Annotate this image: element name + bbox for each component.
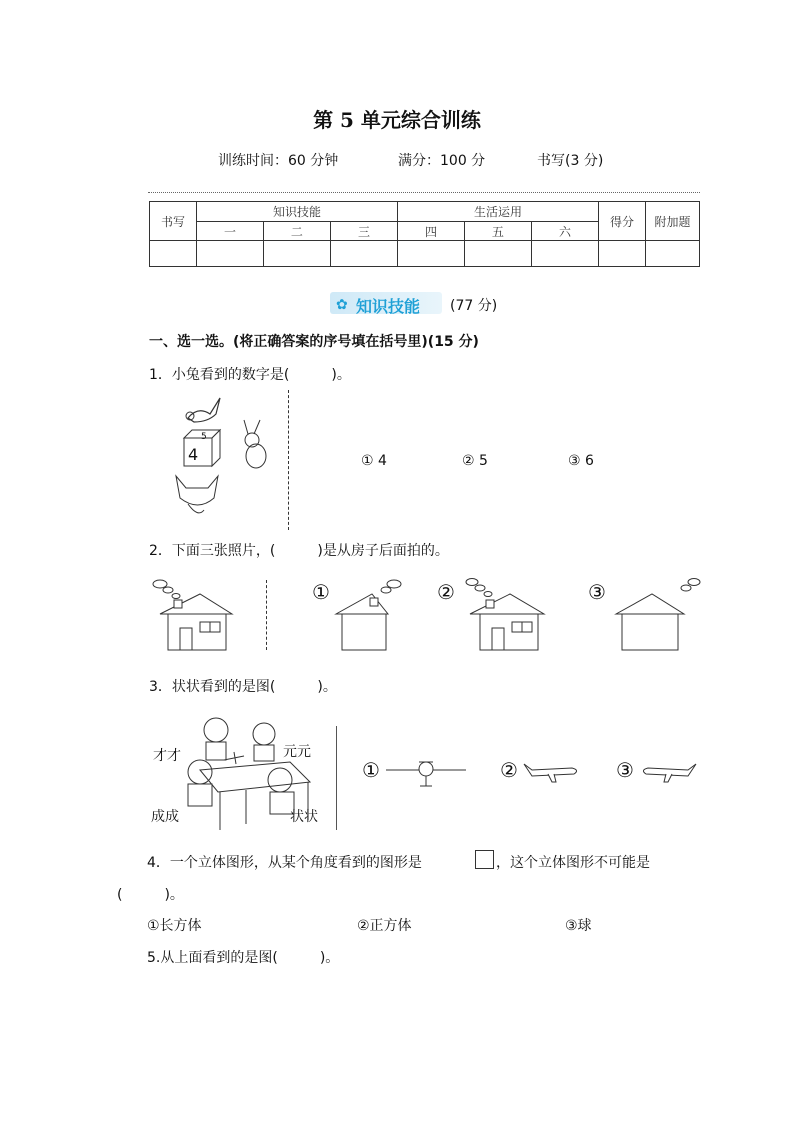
q4-option-1[interactable]: ①长方体: [147, 918, 202, 934]
q1-option-1[interactable]: ① 4: [361, 453, 387, 469]
plane-side-right-icon: [522, 758, 582, 784]
q3-label-1[interactable]: ①: [362, 758, 380, 782]
score-cell[interactable]: [397, 241, 464, 267]
score-cell[interactable]: [531, 241, 598, 267]
score-col-6: 六: [531, 222, 598, 241]
score-col-2: 二: [263, 222, 330, 241]
score-cell[interactable]: [150, 241, 197, 267]
q1-divider: [288, 390, 289, 530]
banner-label: 知识技能: [356, 297, 421, 316]
cube-top-digit: 5: [201, 432, 207, 442]
score-cell[interactable]: [464, 241, 531, 267]
q1-option-3[interactable]: ③ 6: [568, 453, 594, 469]
q2-label-3[interactable]: ③: [588, 580, 606, 604]
score-col-4: 四: [397, 222, 464, 241]
q2-label-1[interactable]: ①: [312, 580, 330, 604]
score-col-1: 一: [197, 222, 264, 241]
score-header-life: 生活运用: [397, 202, 598, 222]
question-1: 1．小兔看到的数字是( )。: [149, 367, 351, 383]
page-title: 第 5 单元综合训练: [313, 108, 481, 132]
fox-icon: [176, 476, 218, 513]
question-3: 3．状状看到的是图( )。: [149, 679, 337, 695]
square-shape-icon: [475, 850, 494, 869]
score-cell[interactable]: [599, 241, 646, 267]
score-header-score: 得分: [599, 202, 646, 241]
q3-label-2[interactable]: ②: [500, 758, 518, 782]
score-header-skills: 知识技能: [197, 202, 398, 222]
q4-option-3[interactable]: ③球: [565, 918, 592, 934]
bird-icon: [186, 398, 220, 422]
score-col-5: 五: [464, 222, 531, 241]
house-icon: [336, 580, 401, 650]
rabbit-icon: [244, 420, 266, 468]
score-cell[interactable]: [263, 241, 330, 267]
q3-label-3[interactable]: ③: [616, 758, 634, 782]
name-chengcheng: 成成: [151, 809, 179, 825]
name-zhuangzhuang: 状状: [290, 809, 318, 825]
q3-divider: [336, 726, 337, 830]
score-cell[interactable]: [330, 241, 397, 267]
plane-side-left-icon: [638, 758, 698, 784]
score-col-3: 三: [330, 222, 397, 241]
score-cell[interactable]: [197, 241, 264, 267]
divider-line: [148, 192, 700, 193]
meta-full-score: 满分：100 分: [398, 153, 486, 169]
score-header-bonus: 附加题: [646, 202, 700, 241]
plane-icon: [224, 752, 244, 764]
house-icon: [466, 579, 544, 651]
banner-score: (77 分): [450, 298, 498, 314]
question-4-part-b: ，这个立体图形不可能是: [496, 855, 650, 871]
q1-illustration: [168, 388, 288, 528]
question-4-blank[interactable]: ( )。: [117, 887, 184, 903]
question-5: 5.从上面看到的是图( )。: [147, 950, 340, 966]
score-table: [149, 201, 700, 267]
cube-front-digit: 4: [188, 445, 199, 464]
plane-front-icon: [386, 756, 466, 790]
meta-writing: 书写(3 分): [537, 153, 604, 169]
q1-option-2[interactable]: ② 5: [462, 453, 488, 469]
question-4-part-a: 4．一个立体图形，从某个角度看到的图形是: [147, 855, 422, 871]
section-heading: 一、选一选。(将正确答案的序号填在括号里)(15 分): [149, 334, 479, 350]
q2-label-2[interactable]: ②: [437, 580, 455, 604]
house-icon: [153, 580, 232, 650]
q4-option-2[interactable]: ②正方体: [357, 918, 412, 934]
q2-houses: [150, 578, 710, 658]
kid-icon: [253, 723, 275, 761]
kid-icon: [204, 718, 228, 760]
meta-time: 训练时间：60 分钟: [218, 153, 339, 169]
q2-divider: [266, 580, 267, 650]
kid-icon: [188, 760, 212, 806]
house-icon: [616, 579, 700, 651]
score-cell[interactable]: [646, 241, 700, 267]
question-2: 2．下面三张照片，( )是从房子后面拍的。: [149, 543, 449, 559]
name-caicai: 才才: [153, 748, 181, 764]
flower-icon: ✿: [336, 297, 348, 313]
name-yuanyuan: 元元: [283, 744, 311, 760]
score-header-writing: 书写: [150, 202, 197, 241]
